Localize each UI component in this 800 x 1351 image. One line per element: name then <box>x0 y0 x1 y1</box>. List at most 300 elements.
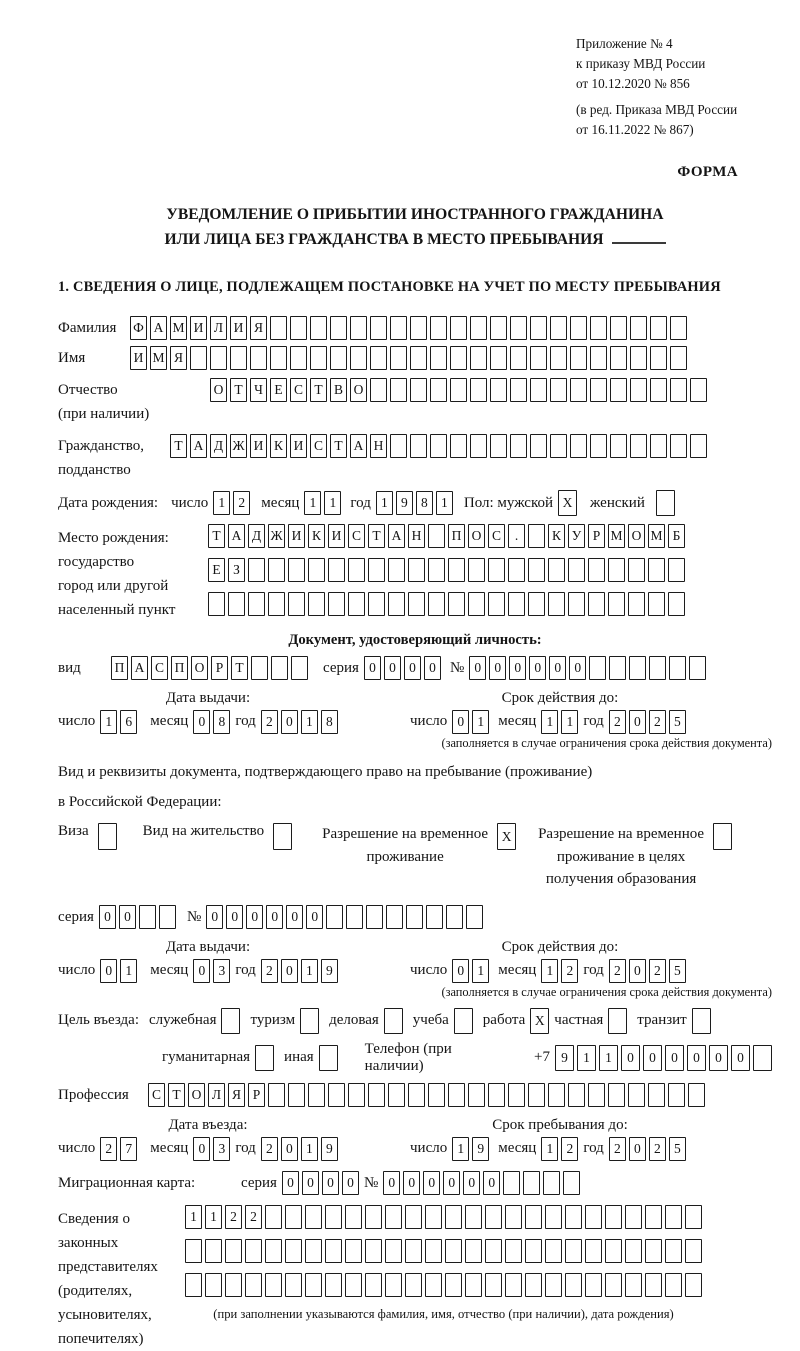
mig-number-box[interactable]: 0 <box>403 1171 420 1195</box>
res-series-box[interactable] <box>139 905 156 929</box>
name-char-box[interactable] <box>350 346 367 370</box>
id-valid-year-box[interactable]: 0 <box>629 710 646 734</box>
name-char-box[interactable]: М <box>150 346 167 370</box>
citizenship-char-box[interactable] <box>690 434 707 458</box>
representatives-char-box[interactable] <box>465 1273 482 1297</box>
birth-place-char-box[interactable]: О <box>468 524 485 548</box>
citizenship-char-box[interactable] <box>590 434 607 458</box>
birth-place-char-box[interactable] <box>288 558 305 582</box>
representatives-char-box[interactable] <box>665 1205 682 1229</box>
purpose-humanitarian-checkbox[interactable] <box>255 1045 274 1071</box>
profession-char-box[interactable]: О <box>188 1083 205 1107</box>
patronymic-char-box[interactable] <box>370 378 387 402</box>
name-char-box[interactable] <box>470 346 487 370</box>
res-valid-day-box[interactable]: 0 <box>452 959 469 983</box>
patronymic-char-box[interactable] <box>610 378 627 402</box>
birth-place-char-box[interactable] <box>468 558 485 582</box>
phone-digit-box[interactable]: 0 <box>687 1045 706 1071</box>
purpose-official-checkbox[interactable] <box>221 1008 240 1034</box>
purpose-study-checkbox[interactable] <box>454 1008 473 1034</box>
name-char-box[interactable] <box>370 346 387 370</box>
res-valid-month-box[interactable]: 2 <box>561 959 578 983</box>
name-char-box[interactable] <box>650 346 667 370</box>
res-valid-year-box[interactable]: 5 <box>669 959 686 983</box>
doc-number-box[interactable] <box>629 656 646 680</box>
doc-number-box[interactable] <box>609 656 626 680</box>
mig-number-box[interactable] <box>543 1171 560 1195</box>
birth-place-char-box[interactable]: . <box>508 524 525 548</box>
name-char-box[interactable] <box>490 346 507 370</box>
doc-series-box[interactable]: 0 <box>404 656 421 680</box>
representatives-char-box[interactable] <box>365 1273 382 1297</box>
patronymic-char-box[interactable] <box>570 378 587 402</box>
id-issue-year-box[interactable]: 8 <box>321 710 338 734</box>
birth-place-char-box[interactable]: Н <box>408 524 425 548</box>
birth-place-char-box[interactable] <box>428 558 445 582</box>
patronymic-char-box[interactable]: Ч <box>250 378 267 402</box>
citizenship-char-box[interactable] <box>610 434 627 458</box>
id-valid-month-box[interactable]: 1 <box>561 710 578 734</box>
res-valid-month-box[interactable]: 1 <box>541 959 558 983</box>
citizenship-char-box[interactable] <box>470 434 487 458</box>
birth-place-char-box[interactable] <box>528 592 545 616</box>
birth-day-box[interactable]: 2 <box>233 491 250 515</box>
birth-place-char-box[interactable]: Ж <box>268 524 285 548</box>
doc-kind-char-box[interactable]: Т <box>231 656 248 680</box>
patronymic-char-box[interactable] <box>390 378 407 402</box>
profession-char-box[interactable] <box>668 1083 685 1107</box>
profession-char-box[interactable] <box>348 1083 365 1107</box>
citizenship-char-box[interactable]: К <box>270 434 287 458</box>
birth-place-char-box[interactable] <box>648 558 665 582</box>
mig-number-box[interactable] <box>523 1171 540 1195</box>
birth-place-char-box[interactable]: Б <box>668 524 685 548</box>
birth-place-char-box[interactable] <box>308 558 325 582</box>
res-valid-year-box[interactable]: 2 <box>609 959 626 983</box>
surname-char-box[interactable] <box>670 316 687 340</box>
doc-number-box[interactable] <box>649 656 666 680</box>
profession-char-box[interactable] <box>688 1083 705 1107</box>
surname-char-box[interactable] <box>490 316 507 340</box>
representatives-char-box[interactable] <box>365 1239 382 1263</box>
mig-number-box[interactable] <box>503 1171 520 1195</box>
res-number-box[interactable] <box>406 905 423 929</box>
phone-digit-box[interactable]: 0 <box>621 1045 640 1071</box>
surname-char-box[interactable]: И <box>230 316 247 340</box>
birth-place-char-box[interactable]: А <box>388 524 405 548</box>
citizenship-char-box[interactable]: Д <box>210 434 227 458</box>
representatives-char-box[interactable] <box>445 1205 462 1229</box>
birth-month-box[interactable]: 1 <box>324 491 341 515</box>
entry-day-box[interactable]: 2 <box>100 1137 117 1161</box>
mig-number-box[interactable]: 0 <box>483 1171 500 1195</box>
doc-kind-char-box[interactable] <box>271 656 288 680</box>
birth-place-char-box[interactable] <box>448 558 465 582</box>
id-issue-month-box[interactable]: 0 <box>193 710 210 734</box>
profession-char-box[interactable]: С <box>148 1083 165 1107</box>
birth-place-char-box[interactable] <box>628 558 645 582</box>
entry-day-box[interactable]: 7 <box>120 1137 137 1161</box>
res-number-box[interactable]: 0 <box>306 905 323 929</box>
birth-place-char-box[interactable] <box>548 558 565 582</box>
temp-residence-edu-checkbox[interactable] <box>713 823 732 850</box>
birth-place-char-box[interactable] <box>668 558 685 582</box>
birth-place-char-box[interactable] <box>368 592 385 616</box>
profession-char-box[interactable] <box>568 1083 585 1107</box>
representatives-char-box[interactable] <box>585 1205 602 1229</box>
surname-char-box[interactable] <box>450 316 467 340</box>
res-valid-year-box[interactable]: 2 <box>649 959 666 983</box>
surname-char-box[interactable] <box>290 316 307 340</box>
res-number-box[interactable]: 0 <box>286 905 303 929</box>
citizenship-char-box[interactable]: И <box>290 434 307 458</box>
sex-male-checkbox[interactable]: X <box>558 490 577 516</box>
representatives-char-box[interactable] <box>365 1205 382 1229</box>
representatives-char-box[interactable] <box>545 1273 562 1297</box>
birth-place-char-box[interactable] <box>488 558 505 582</box>
birth-place-char-box[interactable] <box>488 592 505 616</box>
patronymic-char-box[interactable] <box>530 378 547 402</box>
mig-series-box[interactable]: 0 <box>302 1171 319 1195</box>
name-char-box[interactable] <box>510 346 527 370</box>
representatives-char-box[interactable]: 2 <box>225 1205 242 1229</box>
profession-char-box[interactable] <box>648 1083 665 1107</box>
citizenship-char-box[interactable]: А <box>350 434 367 458</box>
profession-char-box[interactable] <box>488 1083 505 1107</box>
representatives-char-box[interactable] <box>445 1273 462 1297</box>
doc-kind-char-box[interactable]: А <box>131 656 148 680</box>
patronymic-char-box[interactable]: О <box>350 378 367 402</box>
profession-char-box[interactable] <box>408 1083 425 1107</box>
representatives-char-box[interactable] <box>425 1239 442 1263</box>
citizenship-char-box[interactable] <box>450 434 467 458</box>
name-char-box[interactable] <box>610 346 627 370</box>
res-valid-day-box[interactable]: 1 <box>472 959 489 983</box>
phone-digit-box[interactable]: 1 <box>577 1045 596 1071</box>
representatives-char-box[interactable] <box>525 1205 542 1229</box>
profession-char-box[interactable] <box>628 1083 645 1107</box>
surname-char-box[interactable] <box>370 316 387 340</box>
res-issue-month-box[interactable]: 0 <box>193 959 210 983</box>
stay-year-box[interactable]: 0 <box>629 1137 646 1161</box>
phone-digit-box[interactable]: 1 <box>599 1045 618 1071</box>
representatives-char-box[interactable] <box>485 1205 502 1229</box>
profession-char-box[interactable]: Т <box>168 1083 185 1107</box>
birth-place-char-box[interactable] <box>428 524 445 548</box>
birth-place-char-box[interactable] <box>548 592 565 616</box>
surname-char-box[interactable] <box>510 316 527 340</box>
citizenship-char-box[interactable]: И <box>250 434 267 458</box>
name-char-box[interactable] <box>230 346 247 370</box>
birth-place-char-box[interactable]: И <box>288 524 305 548</box>
mig-number-box[interactable]: 0 <box>383 1171 400 1195</box>
birth-place-char-box[interactable] <box>568 592 585 616</box>
doc-number-box[interactable] <box>669 656 686 680</box>
phone-digit-box[interactable]: 9 <box>555 1045 574 1071</box>
representatives-char-box[interactable] <box>405 1205 422 1229</box>
birth-place-char-box[interactable] <box>228 592 245 616</box>
birth-place-char-box[interactable]: К <box>308 524 325 548</box>
representatives-char-box[interactable] <box>285 1239 302 1263</box>
birth-place-char-box[interactable] <box>508 558 525 582</box>
name-char-box[interactable] <box>450 346 467 370</box>
birth-place-char-box[interactable] <box>608 592 625 616</box>
representatives-char-box[interactable] <box>565 1273 582 1297</box>
birth-place-char-box[interactable] <box>668 592 685 616</box>
name-char-box[interactable] <box>630 346 647 370</box>
representatives-char-box[interactable] <box>325 1273 342 1297</box>
surname-char-box[interactable] <box>430 316 447 340</box>
representatives-char-box[interactable] <box>385 1205 402 1229</box>
representatives-char-box[interactable] <box>345 1205 362 1229</box>
birth-place-char-box[interactable]: С <box>488 524 505 548</box>
res-number-box[interactable] <box>346 905 363 929</box>
profession-char-box[interactable] <box>288 1083 305 1107</box>
representatives-char-box[interactable] <box>205 1273 222 1297</box>
name-char-box[interactable] <box>190 346 207 370</box>
citizenship-char-box[interactable] <box>650 434 667 458</box>
patronymic-char-box[interactable]: С <box>290 378 307 402</box>
phone-digit-box[interactable]: 0 <box>731 1045 750 1071</box>
citizenship-char-box[interactable] <box>510 434 527 458</box>
representatives-char-box[interactable] <box>265 1273 282 1297</box>
stay-month-box[interactable]: 1 <box>541 1137 558 1161</box>
id-valid-year-box[interactable]: 5 <box>669 710 686 734</box>
name-char-box[interactable] <box>670 346 687 370</box>
surname-char-box[interactable] <box>350 316 367 340</box>
citizenship-char-box[interactable] <box>430 434 447 458</box>
patronymic-char-box[interactable] <box>430 378 447 402</box>
res-issue-day-box[interactable]: 0 <box>100 959 117 983</box>
name-char-box[interactable] <box>310 346 327 370</box>
surname-char-box[interactable] <box>410 316 427 340</box>
patronymic-char-box[interactable]: Е <box>270 378 287 402</box>
profession-char-box[interactable] <box>608 1083 625 1107</box>
representatives-char-box[interactable] <box>585 1273 602 1297</box>
birth-year-box[interactable]: 9 <box>396 491 413 515</box>
purpose-work-checkbox[interactable]: X <box>530 1008 549 1034</box>
res-series-box[interactable]: 0 <box>99 905 116 929</box>
patronymic-char-box[interactable] <box>650 378 667 402</box>
representatives-char-box[interactable] <box>385 1273 402 1297</box>
profession-char-box[interactable] <box>528 1083 545 1107</box>
surname-char-box[interactable]: Я <box>250 316 267 340</box>
representatives-char-box[interactable] <box>665 1273 682 1297</box>
representatives-char-box[interactable] <box>505 1239 522 1263</box>
representatives-char-box[interactable] <box>585 1239 602 1263</box>
stay-month-box[interactable]: 2 <box>561 1137 578 1161</box>
res-issue-year-box[interactable]: 2 <box>261 959 278 983</box>
birth-place-char-box[interactable] <box>268 592 285 616</box>
purpose-transit-checkbox[interactable] <box>692 1008 711 1034</box>
patronymic-char-box[interactable]: О <box>210 378 227 402</box>
birth-place-char-box[interactable] <box>588 592 605 616</box>
birth-place-char-box[interactable]: З <box>228 558 245 582</box>
birth-place-char-box[interactable] <box>508 592 525 616</box>
citizenship-char-box[interactable]: Ж <box>230 434 247 458</box>
citizenship-char-box[interactable] <box>530 434 547 458</box>
representatives-char-box[interactable] <box>305 1205 322 1229</box>
birth-place-char-box[interactable] <box>208 592 225 616</box>
name-char-box[interactable] <box>390 346 407 370</box>
representatives-char-box[interactable] <box>645 1239 662 1263</box>
representatives-char-box[interactable] <box>525 1273 542 1297</box>
profession-char-box[interactable] <box>588 1083 605 1107</box>
mig-series-box[interactable]: 0 <box>342 1171 359 1195</box>
patronymic-char-box[interactable]: Т <box>310 378 327 402</box>
res-number-box[interactable] <box>466 905 483 929</box>
name-char-box[interactable] <box>590 346 607 370</box>
doc-series-box[interactable]: 0 <box>424 656 441 680</box>
mig-number-box[interactable]: 0 <box>463 1171 480 1195</box>
profession-char-box[interactable] <box>328 1083 345 1107</box>
res-number-box[interactable]: 0 <box>226 905 243 929</box>
id-valid-day-box[interactable]: 1 <box>472 710 489 734</box>
birth-place-char-box[interactable]: К <box>548 524 565 548</box>
patronymic-char-box[interactable] <box>470 378 487 402</box>
representatives-char-box[interactable] <box>565 1239 582 1263</box>
birth-place-char-box[interactable] <box>608 558 625 582</box>
representatives-char-box[interactable] <box>325 1205 342 1229</box>
birth-place-char-box[interactable]: О <box>628 524 645 548</box>
representatives-char-box[interactable] <box>245 1273 262 1297</box>
sex-female-checkbox[interactable] <box>656 490 675 516</box>
doc-number-box[interactable]: 0 <box>469 656 486 680</box>
citizenship-char-box[interactable] <box>630 434 647 458</box>
res-series-box[interactable]: 0 <box>119 905 136 929</box>
representatives-char-box[interactable] <box>425 1205 442 1229</box>
doc-kind-char-box[interactable]: Р <box>211 656 228 680</box>
representatives-char-box[interactable]: 2 <box>245 1205 262 1229</box>
representatives-char-box[interactable] <box>305 1273 322 1297</box>
representatives-char-box[interactable] <box>225 1273 242 1297</box>
surname-char-box[interactable] <box>610 316 627 340</box>
representatives-char-box[interactable] <box>645 1273 662 1297</box>
surname-char-box[interactable] <box>570 316 587 340</box>
birth-place-char-box[interactable]: М <box>608 524 625 548</box>
res-number-box[interactable]: 0 <box>266 905 283 929</box>
purpose-other-checkbox[interactable] <box>319 1045 338 1071</box>
birth-day-box[interactable]: 1 <box>213 491 230 515</box>
representatives-char-box[interactable] <box>685 1239 702 1263</box>
profession-char-box[interactable]: Я <box>228 1083 245 1107</box>
surname-char-box[interactable]: И <box>190 316 207 340</box>
id-valid-month-box[interactable]: 1 <box>541 710 558 734</box>
purpose-business-checkbox[interactable] <box>384 1008 403 1034</box>
patronymic-char-box[interactable]: Т <box>230 378 247 402</box>
surname-char-box[interactable] <box>310 316 327 340</box>
profession-char-box[interactable] <box>508 1083 525 1107</box>
birth-place-char-box[interactable] <box>328 558 345 582</box>
entry-year-box[interactable]: 2 <box>261 1137 278 1161</box>
entry-month-box[interactable]: 3 <box>213 1137 230 1161</box>
doc-number-box[interactable] <box>589 656 606 680</box>
stay-day-box[interactable]: 1 <box>452 1137 469 1161</box>
profession-char-box[interactable] <box>368 1083 385 1107</box>
representatives-char-box[interactable] <box>225 1239 242 1263</box>
citizenship-char-box[interactable] <box>390 434 407 458</box>
purpose-private-checkbox[interactable] <box>608 1008 627 1034</box>
stay-year-box[interactable]: 2 <box>609 1137 626 1161</box>
res-number-box[interactable]: 0 <box>206 905 223 929</box>
representatives-char-box[interactable] <box>265 1205 282 1229</box>
stay-day-box[interactable]: 9 <box>472 1137 489 1161</box>
doc-number-box[interactable]: 0 <box>509 656 526 680</box>
surname-char-box[interactable] <box>270 316 287 340</box>
id-valid-year-box[interactable]: 2 <box>649 710 666 734</box>
representatives-char-box[interactable] <box>405 1239 422 1263</box>
surname-char-box[interactable] <box>470 316 487 340</box>
birth-year-box[interactable]: 8 <box>416 491 433 515</box>
res-number-box[interactable]: 0 <box>246 905 263 929</box>
patronymic-char-box[interactable] <box>510 378 527 402</box>
birth-place-char-box[interactable]: У <box>568 524 585 548</box>
name-char-box[interactable] <box>530 346 547 370</box>
mig-number-box[interactable]: 0 <box>423 1171 440 1195</box>
birth-place-char-box[interactable] <box>368 558 385 582</box>
patronymic-char-box[interactable]: В <box>330 378 347 402</box>
birth-place-char-box[interactable]: П <box>448 524 465 548</box>
patronymic-char-box[interactable] <box>690 378 707 402</box>
id-valid-year-box[interactable]: 2 <box>609 710 626 734</box>
birth-month-box[interactable]: 1 <box>304 491 321 515</box>
name-char-box[interactable] <box>290 346 307 370</box>
entry-month-box[interactable]: 0 <box>193 1137 210 1161</box>
profession-char-box[interactable] <box>468 1083 485 1107</box>
id-issue-year-box[interactable]: 1 <box>301 710 318 734</box>
birth-place-char-box[interactable] <box>648 592 665 616</box>
doc-number-box[interactable]: 0 <box>489 656 506 680</box>
phone-digit-box[interactable]: 0 <box>709 1045 728 1071</box>
surname-char-box[interactable] <box>630 316 647 340</box>
birth-place-char-box[interactable]: М <box>648 524 665 548</box>
surname-char-box[interactable]: Ф <box>130 316 147 340</box>
birth-place-char-box[interactable] <box>588 558 605 582</box>
citizenship-char-box[interactable]: Т <box>170 434 187 458</box>
name-char-box[interactable] <box>210 346 227 370</box>
patronymic-char-box[interactable] <box>590 378 607 402</box>
name-char-box[interactable]: И <box>130 346 147 370</box>
patronymic-char-box[interactable] <box>450 378 467 402</box>
res-number-box[interactable] <box>446 905 463 929</box>
phone-digit-box[interactable] <box>753 1045 772 1071</box>
patronymic-char-box[interactable] <box>410 378 427 402</box>
surname-char-box[interactable] <box>590 316 607 340</box>
birth-place-char-box[interactable] <box>408 592 425 616</box>
doc-number-box[interactable] <box>689 656 706 680</box>
patronymic-char-box[interactable] <box>550 378 567 402</box>
mig-number-box[interactable]: 0 <box>443 1171 460 1195</box>
phone-digit-box[interactable]: 0 <box>643 1045 662 1071</box>
representatives-char-box[interactable] <box>485 1273 502 1297</box>
profession-char-box[interactable] <box>388 1083 405 1107</box>
birth-place-char-box[interactable] <box>468 592 485 616</box>
doc-number-box[interactable]: 0 <box>529 656 546 680</box>
surname-char-box[interactable] <box>650 316 667 340</box>
representatives-char-box[interactable] <box>345 1273 362 1297</box>
representatives-char-box[interactable] <box>505 1273 522 1297</box>
representatives-char-box[interactable] <box>605 1239 622 1263</box>
representatives-char-box[interactable] <box>545 1239 562 1263</box>
name-char-box[interactable] <box>570 346 587 370</box>
profession-char-box[interactable] <box>548 1083 565 1107</box>
birth-place-char-box[interactable]: Е <box>208 558 225 582</box>
birth-place-char-box[interactable]: Т <box>368 524 385 548</box>
representatives-char-box[interactable] <box>685 1273 702 1297</box>
representatives-char-box[interactable] <box>525 1239 542 1263</box>
birth-place-char-box[interactable]: Д <box>248 524 265 548</box>
birth-place-char-box[interactable] <box>388 558 405 582</box>
